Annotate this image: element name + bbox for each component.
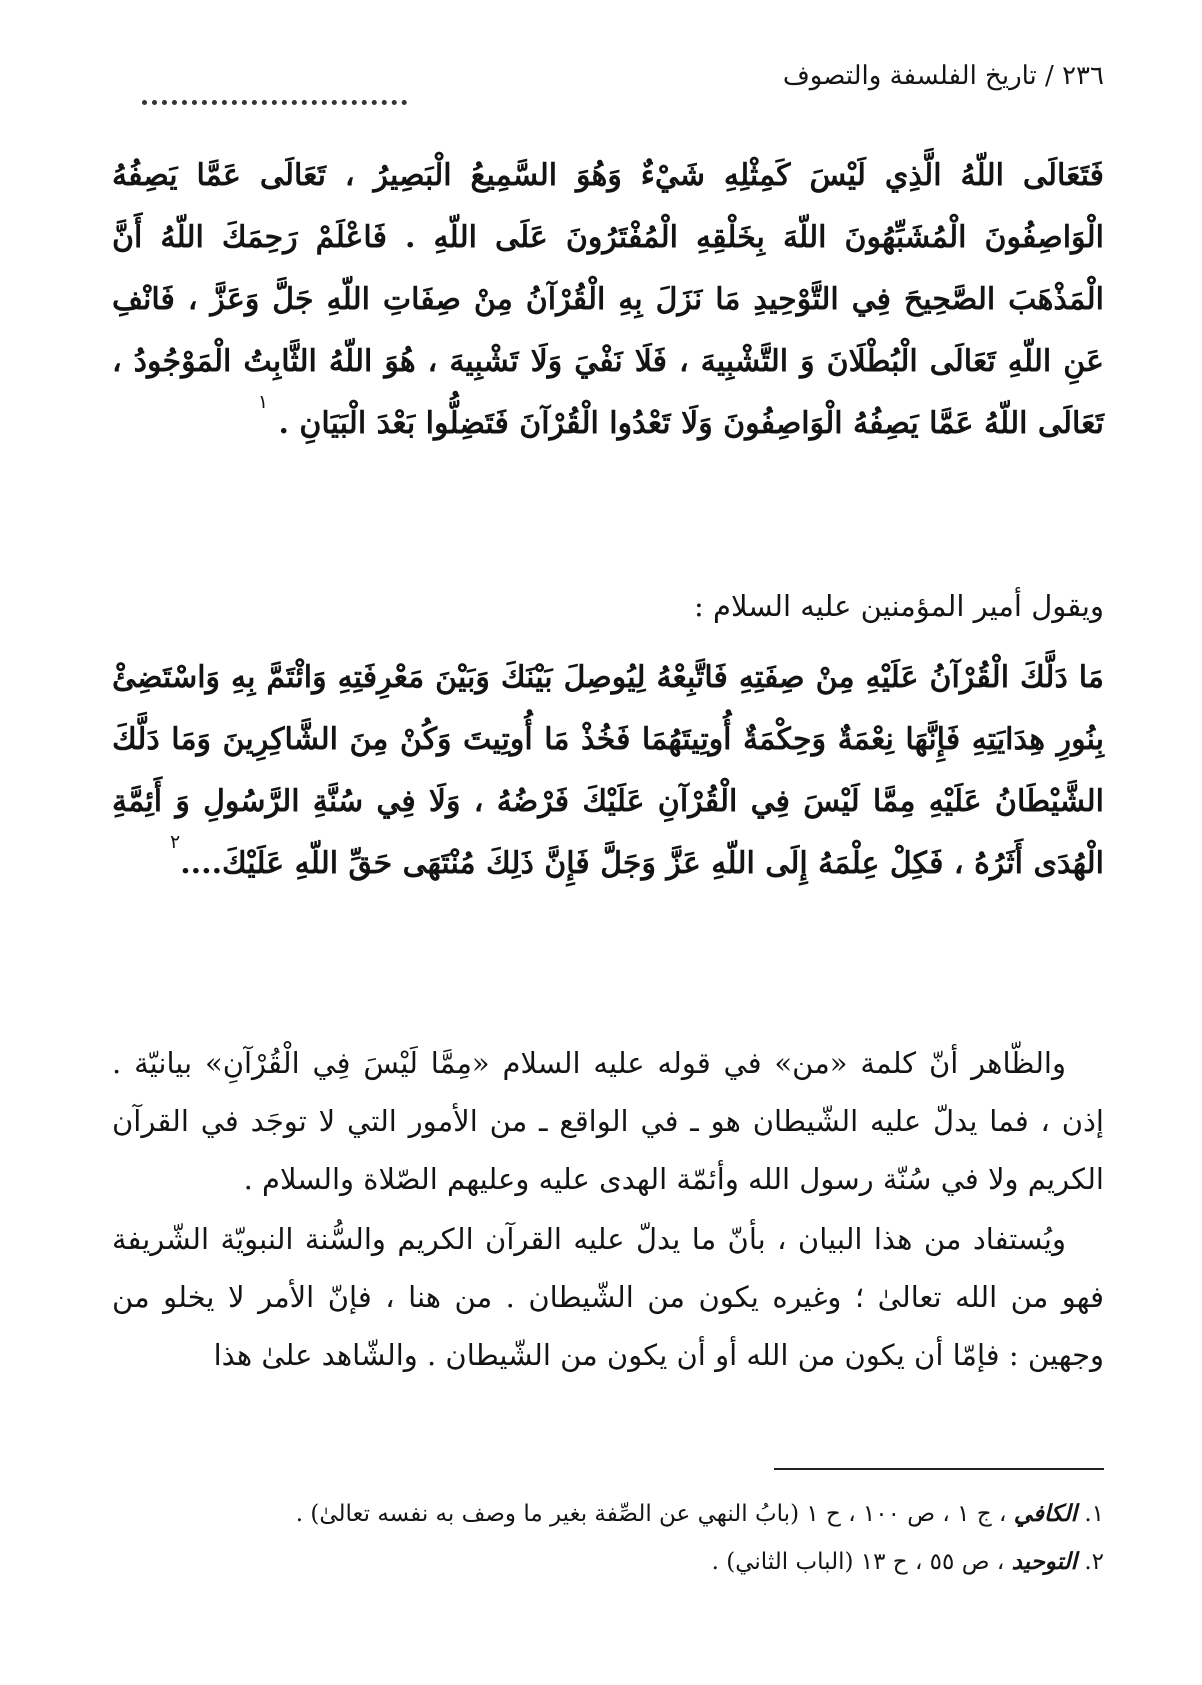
footnote-marker-1: ١ [257,391,269,413]
footnotes-list [112,1490,1104,1586]
footnote-1 [112,1490,1104,1538]
footnote-1-reference: ، ج ١ ، ص ١٠٠ ، ح ١ (بابُ النهي عن الصِّفة بغير ما وصف به نفسه تعالىٰ) . [295,1501,1007,1527]
footnote-separator [774,1468,1104,1470]
page-number-and-book-title: ٢٣٦ / تاريخ الفلسفة والتصوف [782,61,1104,91]
footnote-marker-2: ٢ [170,831,181,853]
quote-block-2 [112,647,1104,895]
footnote-2-number: ٢. [1084,1549,1104,1575]
footnote-1-number: ١. [1084,1501,1104,1527]
header-dotted-leader [142,72,407,105]
body-paragraph-1: والظّاهر أنّ كلمة «من» في قوله عليه السلام «مِمَّا لَيْسَ فِي الْقُرْآنِ» بيانيّة . إذن ، فما يدلّ عليه الشّيطان هو ـ في الواقع ـ من الأمور التي لا توجَد في القرآن الكريم ولا في سُنّة رسول الله وأئمّة الهدى عليه وعليهم الصّلاة والسلام . [112,1046,1104,1196]
footnote-2-source-title: التوحيد [1011,1548,1078,1575]
body-paragraph-2: ويُستفاد من هذا البيان ، بأنّ ما يدلّ عليه القرآن الكريم والسُّنة النبويّة الشّريفة فهو من الله تعالىٰ ؛ وغيره يكون من الشّيطان . من هنا ، فإنّ الأمر لا يخلو من وجهين : فإمّا أن يكون من الله أو أن يكون من الشّيطان . والشّاهد علىٰ هذا [112,1222,1104,1372]
footnote-2-reference: ، ص ٥٥ ، ح ١٣ (الباب الثاني) . [711,1549,1005,1575]
book-page [112,0,1104,1685]
footnote-1-source-title: الكافي [1013,1500,1078,1527]
quote-block-1 [112,145,1104,455]
running-head [112,58,1104,118]
quote-2-introduction: ويقول أمير المؤمنين عليه السلام : [694,589,1104,623]
quote-2-text: مَا دَلَّكَ الْقُرْآنُ عَلَيْهِ مِنْ صِفَتِهِ فَاتَّبِعْهُ لِيُوصِلَ بَيْنَكَ وَبَيْنَ مَعْرِفَتِهِ وَائْتَمَّ بِهِ وَاسْتَضِئْ بِنُورِ هِدَايَتِهِ فَإِنَّهَا نِعْمَةٌ وَحِكْمَةٌ أُوتِيتَهُمَا فَخُذْ مَا أُوتِيتَ وَكُنْ مِنَ الشَّاكِرِينَ وَمَا دَلَّكَ الشَّيْطَانُ عَلَيْهِ مِمَّا لَيْسَ فِي الْقُرْآنِ عَلَيْكَ فَرْضُهُ ، وَلَا فِي سُنَّةِ الرَّسُولِ وَ أَئِمَّةِ الْهُدَى أَثَرُهُ ، فَكِلْ عِلْمَهُ إِلَى اللّهِ عَزَّ وَجَلَّ فَإِنَّ ذَلِكَ مُنْتَهَى حَقِّ اللّهِ عَلَيْكَ.... [112,660,1104,881]
footnote-2 [112,1538,1104,1586]
quote-1-text: فَتَعَالَى اللّهُ الَّذِي لَيْسَ كَمِثْلِهِ شَيْءٌ وَهُوَ السَّمِيعُ الْبَصِيرُ ، تَعَالَى عَمَّا يَصِفُهُ الْوَاصِفُونَ الْمُشَبِّهُونَ اللّهَ بِخَلْقِهِ الْمُفْتَرُونَ عَلَى اللّهِ . فَاعْلَمْ رَحِمَكَ اللّهُ أَنَّ الْمَذْهَبَ الصَّحِيحَ فِي التَّوْحِيدِ مَا نَزَلَ بِهِ الْقُرْآنُ مِنْ صِفَاتِ اللّهِ جَلَّ وَعَزَّ ، فَانْفِ عَنِ اللّهِ تَعَالَى الْبُطْلَانَ وَ التَّشْبِيهَ ، فَلَا نَفْيَ وَلَا تَشْبِيهَ ، هُوَ اللّهُ الثَّابِتُ الْمَوْجُودُ ، تَعَالَى اللّهُ عَمَّا يَصِفُهُ الْوَاصِفُونَ وَلَا تَعْدُوا الْقُرْآنَ فَتَضِلُّوا بَعْدَ الْبَيَانِ . [112,158,1104,441]
